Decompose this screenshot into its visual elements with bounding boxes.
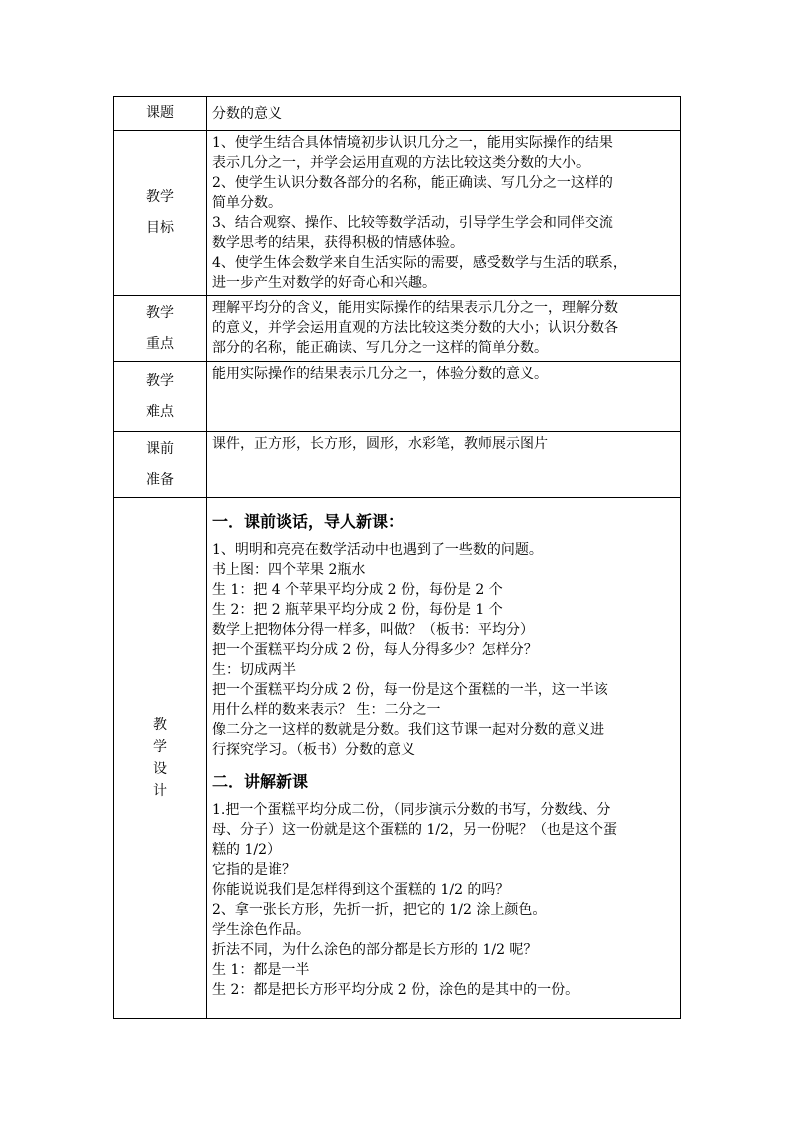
section-2-line: 你能说说我们是怎样得到这个蛋糕的 1/2 的吗？ — [212, 882, 510, 898]
objectives-line: 3、结合观察、操作、比较等数学活动，引导学生学会和同伴交流 — [212, 215, 613, 231]
section-1-line: 书上图：四个苹果 2瓶水 — [212, 562, 366, 578]
label-objectives-line-2: 目标 — [146, 220, 174, 236]
label-key-points-line-1: 教学 — [146, 304, 174, 321]
label-preparation-line-1: 课前 — [146, 440, 174, 457]
section-2-line: 它指的是谁？ — [212, 862, 296, 878]
section-1-line: 生 1：把 4 个苹果平均分成 2 份，每份是 2 个 — [212, 582, 503, 598]
preparation-line: 课件，正方形，长方形，圆形，水彩笔，教师展示图片 — [212, 436, 548, 452]
section-1-line: 把一个蛋糕平均分成 2 份，每人分得多少？怎样分？ — [212, 642, 538, 658]
difficulties-content — [207, 362, 681, 432]
section-1-line: 生：切成两半 — [212, 662, 296, 678]
key-points-line: 的意义，并学会运用直观的方法比较这类分数的大小；认识分数各 — [212, 320, 618, 336]
lesson-plan-table — [113, 96, 681, 1019]
section-2-line: 生 1：都是一半 — [212, 962, 310, 978]
label-preparation — [114, 432, 207, 498]
objectives-line: 4、使学生体会数学来自生活实际的需要，感受数学与生活的联系， — [212, 255, 627, 271]
section-2-line: 1.把一个蛋糕平均分成二份，（同步演示分数的书写，分数线、分 — [212, 802, 611, 818]
topic-text: 分数的意义 — [212, 105, 282, 122]
topic-value — [207, 97, 681, 131]
key-points-line: 理解平均分的含义，能用实际操作的结果表示几分之一，理解分数 — [212, 300, 618, 316]
label-preparation-line-2: 准备 — [146, 471, 174, 488]
row-preparation — [114, 432, 681, 498]
design-content — [207, 498, 681, 1019]
section-2-line: 母、分子）这一份就是这个蛋糕的 1/2，另一份呢？（也是这个蛋 — [212, 822, 617, 838]
key-points-line: 部分的名称，能正确读、写几分之一这样的简单分数。 — [212, 340, 548, 356]
section-2-line: 2、拿一张长方形，先折一折，把它的 1/2 涂上颜色。 — [212, 902, 547, 918]
objectives-line: 进一步产生对数学的好奇心和兴趣。 — [212, 275, 436, 291]
objectives-line: 表示几分之一，并学会运用直观的方法比较这类分数的大小。 — [212, 155, 590, 171]
key-points-content — [207, 296, 681, 362]
section-1-line: 1、明明和亮亮在数学活动中也遇到了一些数的问题。 — [212, 542, 543, 558]
label-difficulties-line-2: 难点 — [146, 403, 174, 420]
section-1-line: 像二分之一这样的数就是分数。我们这节课一起对分数的意义进 — [212, 722, 604, 738]
objectives-line: 1、使学生结合具体情境初步认识几分之一，能用实际操作的结果 — [212, 135, 613, 151]
section-2-line: 学生涂色作品。 — [212, 922, 310, 938]
section-1-line: 生 2：把 2 瓶苹果平均分成 2 份，每份是 1 个 — [212, 602, 503, 618]
label-design-char: 设 — [153, 761, 167, 777]
section-1-line: 把一个蛋糕平均分成 2 份，每一份是这个蛋糕的一半，这一半该 — [212, 682, 608, 698]
label-design — [114, 498, 207, 1019]
row-objectives — [114, 131, 681, 296]
objectives-content — [207, 131, 681, 296]
objectives-line: 2、使学生认识分数各部分的名称，能正确读、写几分之一这样的 — [212, 175, 613, 191]
label-design-char: 学 — [153, 739, 167, 755]
row-key-points — [114, 296, 681, 362]
label-key-points-line-2: 重点 — [146, 335, 174, 352]
row-design — [114, 498, 681, 1019]
label-topic-text: 课题 — [146, 105, 174, 121]
objectives-line: 数学思考的结果，获得积极的情感体验。 — [212, 235, 464, 251]
label-topic — [114, 97, 207, 131]
section-1-line: 用什么样的数来表示？ 生：二分之一 — [212, 702, 441, 718]
label-objectives-line-1: 教学 — [146, 189, 174, 205]
section-2-line: 生 2：都是把长方形平均分成 2 份，涂色的是其中的一份。 — [212, 982, 580, 998]
section-1-line: 行探究学习。（板书）分数的意义 — [212, 742, 415, 758]
label-design-char: 教 — [153, 717, 167, 733]
row-topic — [114, 97, 681, 131]
section-1-heading: 一．课前谈话，导人新课： — [212, 512, 405, 531]
label-key-points — [114, 296, 207, 362]
objectives-line: 简单分数。 — [212, 195, 282, 211]
section-1-line: 数学上把物体分得一样多，叫做？（板书：平均分） — [212, 622, 534, 638]
section-2-heading: 二．讲解新课 — [212, 772, 309, 791]
preparation-content — [207, 432, 681, 498]
label-difficulties-line-1: 教学 — [146, 372, 174, 389]
difficulties-line: 能用实际操作的结果表示几分之一，体验分数的意义。 — [212, 366, 548, 382]
section-2-line: 糕的 1/2） — [212, 842, 281, 858]
label-design-char: 计 — [153, 783, 167, 799]
section-2-line: 折法不同，为什么涂色的部分都是长方形的 1/2 呢？ — [212, 942, 538, 958]
label-difficulties — [114, 362, 207, 432]
label-objectives — [114, 131, 207, 296]
row-difficulties — [114, 362, 681, 432]
